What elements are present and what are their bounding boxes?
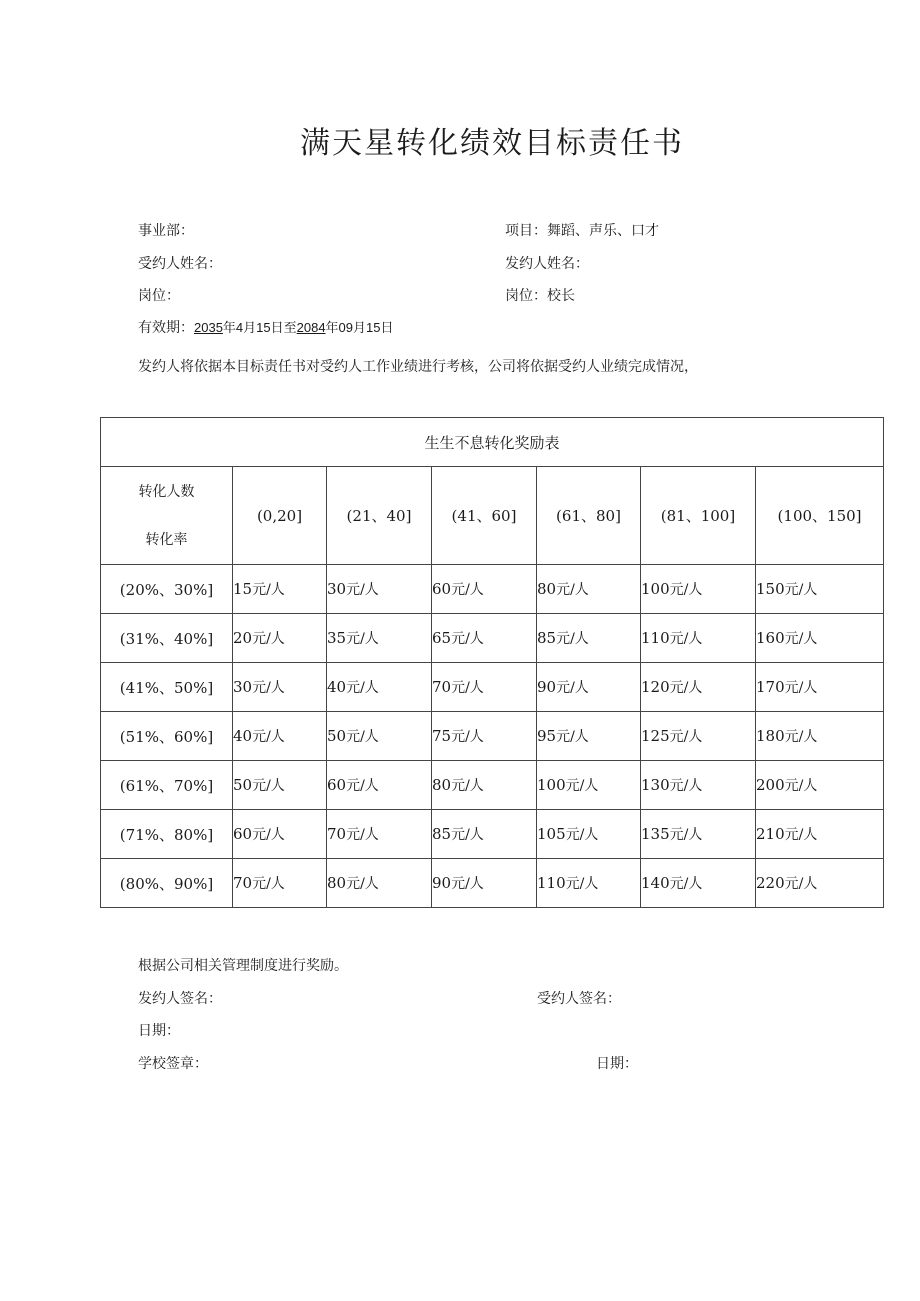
reward-cell [641,859,756,908]
reward-amount: 50 [327,727,347,745]
reward-unit: 元/人 [669,631,703,647]
reward-amount: 135 [641,825,670,843]
reward-cell [233,712,327,761]
reward-amount: 90 [432,874,452,892]
table-row [101,614,884,663]
rate-cell: (31%、40%] [101,614,233,663]
table-row [101,712,884,761]
document-title: 满天星转化绩效目标责任书 [300,126,684,161]
project-label: 项目： [505,223,547,239]
reward-cell [641,663,756,712]
reward-amount: 40 [327,678,347,696]
column-header: (41、60] [432,467,537,565]
table-header-row [101,467,884,565]
rate-cell: (20%、30%] [101,565,233,614]
reward-cell [327,565,432,614]
reward-unit: 元/人 [451,680,484,696]
reward-cell [432,712,537,761]
reward-cell [537,859,641,908]
reward-cell [233,810,327,859]
reward-cell [327,859,432,908]
reward-cell [432,859,537,908]
rate-cell: (61%、70%] [101,761,233,810]
reward-amount: 80 [432,776,452,794]
reward-amount: 80 [537,580,557,598]
reward-amount: 15 [233,580,253,598]
corner-cell [101,467,233,565]
reward-cell [327,761,432,810]
reward-cell [432,663,537,712]
validity-line [138,317,393,337]
reward-amount: 60 [432,580,452,598]
reward-cell [537,663,641,712]
intro-paragraph: 发约人将依据本目标责任书对受约人工作业绩进行考核，公司将依据受约人业绩完成情况， [138,359,698,375]
reward-unit: 元/人 [565,827,599,843]
reward-amount: 170 [756,678,785,696]
reward-unit: 元/人 [556,582,589,598]
reward-amount: 35 [327,629,347,647]
reward-unit: 元/人 [252,680,285,696]
reward-cell [537,614,641,663]
reward-cell [537,565,641,614]
department-label: 事业部： [138,223,194,239]
position-right-label: 岗位： [505,288,547,304]
reward-amount: 85 [537,629,557,647]
table-row [101,810,884,859]
column-header: (21、40] [327,467,432,565]
reward-unit: 元/人 [451,778,484,794]
position-right-value: 校长 [547,288,575,304]
reward-unit: 元/人 [556,631,589,647]
reward-cell [756,663,884,712]
reward-cell [233,761,327,810]
rate-cell: (41%、50%] [101,663,233,712]
table-row [101,761,884,810]
table-row [101,565,884,614]
corner-bottom-label: 转化率 [145,531,188,548]
reward-cell [432,614,537,663]
reward-amount: 200 [756,776,785,794]
reward-amount: 120 [641,678,670,696]
reward-amount: 70 [327,825,347,843]
reward-amount: 30 [233,678,253,696]
reward-unit: 元/人 [784,827,818,843]
school-seal-label: 学校签章： [138,1056,208,1072]
rate-cell: (71%、80%] [101,810,233,859]
reward-amount: 210 [756,825,785,843]
reward-unit: 元/人 [252,631,285,647]
reward-unit: 元/人 [784,729,818,745]
reward-cell [641,565,756,614]
reward-unit: 元/人 [346,827,379,843]
reward-cell [756,614,884,663]
corner-top-label: 转化人数 [138,483,195,500]
reward-unit: 元/人 [252,778,285,794]
issuer-signature-label: 发约人签名： [138,991,222,1007]
validity-end-year: 2084 [296,320,326,335]
reward-amount: 110 [641,629,670,647]
reward-table [100,417,884,908]
date-label-2: 日期： [596,1056,638,1072]
reward-amount: 50 [233,776,253,794]
reward-cell [641,761,756,810]
column-header: (0,20] [233,467,327,565]
reward-cell [756,565,884,614]
reward-amount: 65 [432,629,452,647]
reward-cell [432,565,537,614]
reward-unit: 元/人 [784,631,818,647]
reward-unit: 元/人 [669,876,703,892]
reward-unit: 元/人 [669,582,703,598]
reward-cell [756,761,884,810]
position-right-line [505,285,575,305]
table-row [101,859,884,908]
reward-unit: 元/人 [565,778,599,794]
reward-amount: 140 [641,874,670,892]
reward-amount: 60 [327,776,347,794]
project-line [505,220,659,240]
position-left-label: 岗位： [138,288,180,304]
reward-amount: 40 [233,727,253,745]
reward-unit: 元/人 [451,631,484,647]
reward-cell [537,810,641,859]
reward-unit: 元/人 [451,827,484,843]
reward-unit: 元/人 [451,876,484,892]
column-header: (61、80] [537,467,641,565]
reward-amount: 30 [327,580,347,598]
reward-amount: 105 [537,825,566,843]
reward-amount: 130 [641,776,670,794]
reward-unit: 元/人 [252,729,285,745]
reward-unit: 元/人 [669,778,703,794]
reward-unit: 元/人 [556,680,589,696]
reward-amount: 60 [233,825,253,843]
project-value: 舞蹈、声乐、口才 [547,223,659,239]
reward-cell [432,810,537,859]
table-caption: 生生不息转化奖励表 [101,418,884,467]
reward-cell [233,614,327,663]
reward-amount: 95 [537,727,557,745]
reward-amount: 80 [327,874,347,892]
reward-unit: 元/人 [784,680,818,696]
reward-unit: 元/人 [784,582,818,598]
reward-amount: 150 [756,580,785,598]
table-body [101,565,884,908]
reward-cell [641,810,756,859]
reward-unit: 元/人 [669,827,703,843]
reward-amount: 75 [432,727,452,745]
rate-cell: (80%、90%] [101,859,233,908]
reward-cell [756,859,884,908]
table-caption-row [101,418,884,467]
rate-cell: (51%、60%] [101,712,233,761]
reward-cell [327,663,432,712]
reward-unit: 元/人 [784,876,818,892]
reward-amount: 125 [641,727,670,745]
reward-cell [233,859,327,908]
validity-start-year: 2035 [194,320,223,335]
table-row [101,663,884,712]
column-header: (81、100] [641,467,756,565]
issuer-name-label: 发约人姓名： [505,256,589,272]
reward-unit: 元/人 [346,582,379,598]
reward-amount: 110 [537,874,566,892]
reward-cell [327,614,432,663]
reward-amount: 90 [537,678,557,696]
reward-amount: 100 [641,580,670,598]
reward-unit: 元/人 [346,876,379,892]
reward-cell [537,761,641,810]
reward-unit: 元/人 [346,778,379,794]
reward-amount: 160 [756,629,785,647]
reward-unit: 元/人 [565,876,599,892]
column-header: (100、150] [756,467,884,565]
reward-amount: 100 [537,776,566,794]
reward-cell [641,712,756,761]
reward-unit: 元/人 [556,729,589,745]
reward-unit: 元/人 [784,778,818,794]
validity-label: 有效期： [138,320,194,336]
reward-unit: 元/人 [346,729,379,745]
validity-start-rest: 年4月15日至 [222,320,297,335]
reward-cell [233,565,327,614]
reward-amount: 20 [233,629,253,647]
reward-unit: 元/人 [669,729,703,745]
reward-unit: 元/人 [252,582,285,598]
reward-amount: 180 [756,727,785,745]
reward-cell [641,614,756,663]
reward-amount: 70 [432,678,452,696]
footer-note: 根据公司相关管理制度进行奖励。 [138,958,348,974]
reward-cell [537,712,641,761]
reward-cell [756,712,884,761]
reward-unit: 元/人 [451,582,484,598]
receiver-name-label: 受约人姓名： [138,256,222,272]
reward-amount: 70 [233,874,253,892]
validity-end-rest: 年09月15日 [325,320,394,335]
reward-unit: 元/人 [346,631,379,647]
reward-amount: 85 [432,825,452,843]
reward-unit: 元/人 [252,827,285,843]
reward-cell [327,712,432,761]
reward-cell [327,810,432,859]
reward-unit: 元/人 [346,680,379,696]
reward-amount: 220 [756,874,785,892]
reward-cell [432,761,537,810]
reward-cell [756,810,884,859]
reward-unit: 元/人 [669,680,703,696]
date-label-1: 日期： [138,1023,180,1039]
reward-unit: 元/人 [252,876,285,892]
reward-unit: 元/人 [451,729,484,745]
receiver-signature-label: 受约人签名： [537,991,621,1007]
reward-cell [233,663,327,712]
